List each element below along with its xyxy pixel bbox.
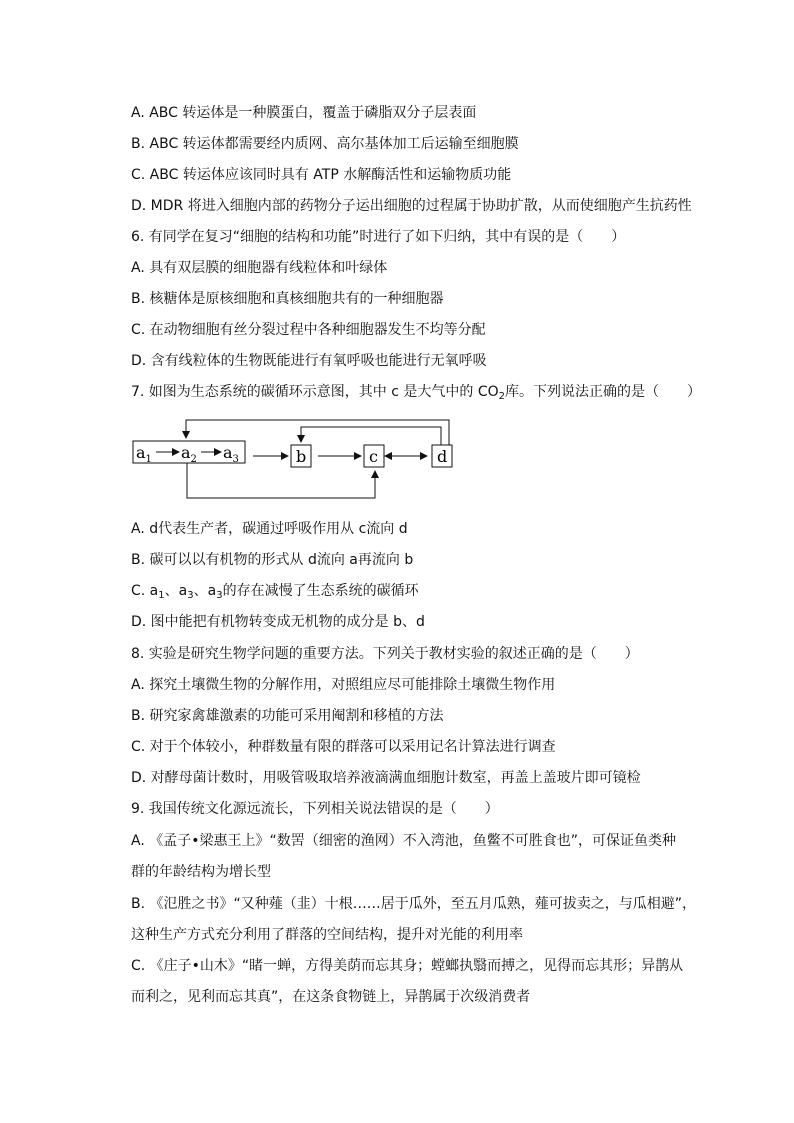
arrow-a-to-c [187, 463, 375, 498]
q5-option-b: B. ABC 转运体都需要经内质网、高尔基体加工后运输至细胞膜 [131, 136, 519, 152]
q8-option-c: C. 对于个体较小，种群数量有限的群落可以采用记名计算法进行调查 [131, 739, 556, 755]
q9-option-c-line2: 而利之，见利而忘其真”，在这条食物链上，异鹊属于次级消费者 [131, 989, 531, 1005]
q6-stem: 6. 有同学在复习“细胞的结构和功能”时进行了如下归纳，其中有误的是（ ） [131, 229, 626, 245]
q7-option-c-sub-2: 3 [187, 590, 194, 601]
q6-option-b: B. 核糖体是原核细胞和真核细胞共有的一种细胞器 [131, 291, 444, 307]
q6-option-d: D. 含有线粒体的生物既能进行有氧呼吸也能进行无氧呼吸 [131, 353, 487, 369]
label-a1: $a_1$ [136, 443, 152, 465]
q7-option-b: B. 碳可以以有机物的形式从 d流向 a再流向 b [131, 552, 414, 568]
q9-stem: 9. 我国传统文化源远流长，下列相关说法错误的是（ ） [131, 801, 499, 817]
q7-option-c-text-4: 的存在减慢了生态系统的碳循环 [222, 583, 419, 599]
q7-option-c-text-1: C. a [131, 583, 159, 599]
label-d: d [437, 447, 448, 466]
carbon-cycle-diagram [125, 414, 465, 506]
q9-option-c-line1: C. 《庄子•山木》“睹一蝉，方得美荫而忘其身；螳螂执翳而搏之，见得而忘其形；异鹊从 [131, 958, 684, 974]
q5-option-a: A. ABC 转运体是一种膜蛋白，覆盖于磷脂双分子层表面 [131, 105, 477, 121]
arrow-d-to-b [301, 427, 441, 445]
label-c: c [369, 447, 378, 466]
label-b: b [296, 447, 307, 466]
q7-stem-part1: 7. 如图为生态系统的碳循环示意图，其中 c 是大气中的 CO [131, 384, 499, 400]
q7-stem-sub: 2 [498, 391, 506, 402]
q8-option-b: B. 研究家禽雄激素的功能可采用阉割和移植的方法 [131, 708, 444, 724]
q6-option-c: C. 在动物细胞有丝分裂过程中各种细胞器发生不均等分配 [131, 322, 486, 338]
q8-stem: 8. 实验是研究生物学问题的重要方法。下列关于教材实验的叙述正确的是（ ） [131, 646, 639, 662]
q5-option-d: D. MDR 将进入细胞内部的药物分子运出细胞的过程属于协助扩散，从而使细胞产生抗药性 [131, 198, 692, 214]
q6-option-a: A. 具有双层膜的细胞器有线粒体和叶绿体 [131, 260, 388, 276]
q7-option-c-sub-1: 1 [158, 590, 165, 601]
q7-option-c-sub-3: 3 [216, 590, 223, 601]
q7-option-d: D. 图中能把有机物转变成无机物的成分是 b、d [131, 614, 425, 630]
label-a2: $a_2$ [181, 443, 197, 465]
q8-option-a: A. 探究土壤微生物的分解作用，对照组应尽可能排除土壤微生物作用 [131, 677, 556, 693]
q7-option-c [131, 582, 419, 600]
q8-option-d: D. 对酵母菌计数时，用吸管吸取培养液滴满血细胞计数室，再盖上盖玻片即可镜检 [131, 770, 641, 786]
q9-option-a-line2: 群的年龄结构为增长型 [131, 864, 271, 880]
q5-option-c: C. ABC 转运体应该同时具有 ATP 水解酶活性和运输物质功能 [131, 167, 512, 183]
q9-option-b-line1: B. 《氾胜之书》“又种薤（韭）十根……居于瓜外，至五月瓜熟，薤可拔卖之，与瓜相避”， [131, 896, 697, 912]
q7-option-c-text-2: 、a [164, 583, 188, 599]
q9-option-a-line1: A. 《孟子•梁惠王上》“数罟（细密的渔网）不入湾池，鱼鳖不可胜食也”，可保证鱼类种 [131, 833, 676, 849]
q7-option-a: A. d代表生产者，碳通过呼吸作用从 c流向 d [131, 521, 408, 537]
q7-option-c-text-3: 、a [193, 583, 217, 599]
q9-option-b-line2: 这种生产方式充分利用了群落的空间结构，提升对光能的利用率 [131, 927, 523, 943]
q7-stem [131, 383, 701, 401]
label-a3: $a_3$ [223, 443, 239, 465]
q7-stem-part2: 库。下列说法正确的是（ ） [505, 384, 702, 400]
